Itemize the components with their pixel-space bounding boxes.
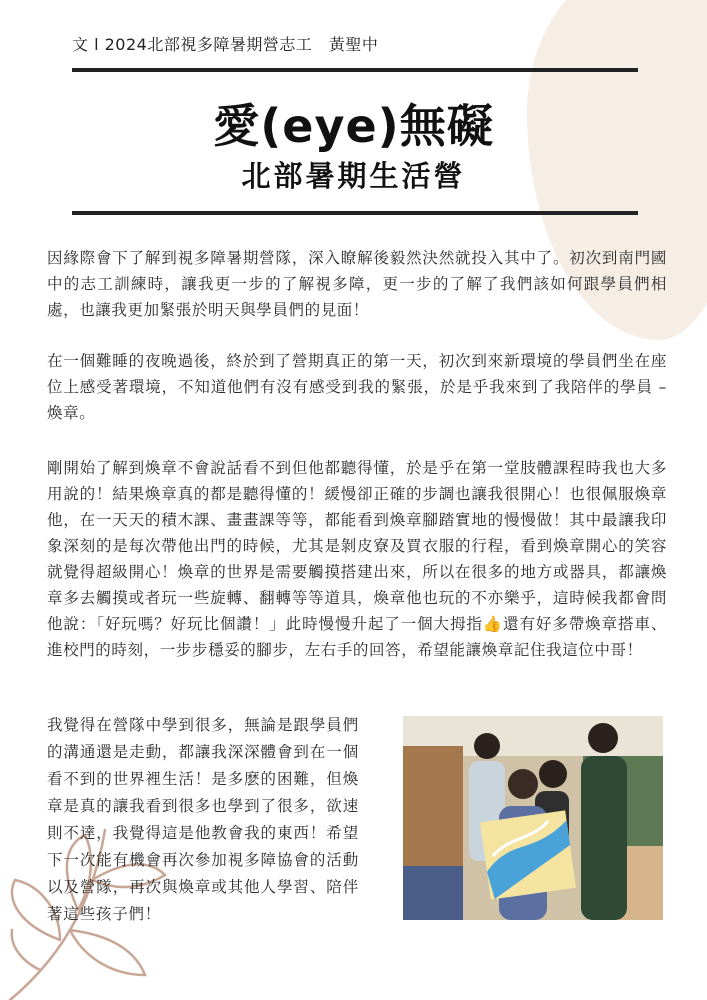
byline: 文 l 2024北部視多障暑期營志工 黃聖中 — [72, 35, 379, 54]
paragraph-4: 我覺得在營隊中學到很多，無論是跟學員們的溝通還是走動，都讓我深深體會到在一個看不到的世界裡生活！是多麽的困難，但煥章是真的讓我看到很多也學到了很多，欲速則不達，我覺得這是他教會我的東西！希望下一次能有機會再次參加視多障協會的活動以及營隊，再次與煥章或其他人學習、陪伴著這些孩子們！ — [47, 716, 359, 923]
bottom-divider — [72, 211, 638, 215]
paragraph-2: 在一個難睡的夜晚過後，終於到了營期真正的第一天，初次到來新環境的學員們坐在座位上感受著環境，不知道他們有沒有感受到我的緊張，於是乎我來到了我陪伴的學員 – 煥章。 — [47, 352, 667, 422]
page-title: 愛(eye)無礙 — [213, 99, 494, 153]
paragraph-3: 剛開始了解到煥章不會說話看不到但他都聽得懂，於是乎在第一堂肢體課程時我也大多用說的！結果煥章真的都是聽得懂的！緩慢卻正確的步調也讓我很開心！也很佩服煥章他，在一天天的積木課、畫畫課等等，都能看到煥章腳踏實地的慢慢做！其中最讓我印象深刻的是每次帶他出門的時候，尤其是剝皮寮及買衣服的行程，看到煥章開心的笑容就覺得超級開心！煥章的世界是需要觸摸搭建出來，所以在很多的地方或器具，都讓煥章多去觸摸或者玩一些旋轉、翻轉等等道具，煥章他也玩的不亦樂乎，這時候我都會問他說：「好玩嗎？好玩比個讚！」此時慢慢升起了一個大拇指👍還有好多帶煥章搭車、進校門的時刻，一步步穩妥的腳步，左右手的回答，希望能讓煥章記住我這位中哥！ — [47, 459, 667, 659]
top-divider — [72, 68, 638, 72]
group-photo — [403, 716, 663, 920]
paragraph-1: 因緣際會下了解到視多障暑期營隊，深入瞭解後毅然決然就投入其中了。初次到南門國中的志工訓練時，讓我更一步的了解視多障，更一步的了解了我們該如何跟學員們相處，也讓我更加緊張於明天與學員們的見面！ — [47, 249, 667, 319]
page-subtitle: 北部暑期生活營 — [241, 159, 466, 193]
